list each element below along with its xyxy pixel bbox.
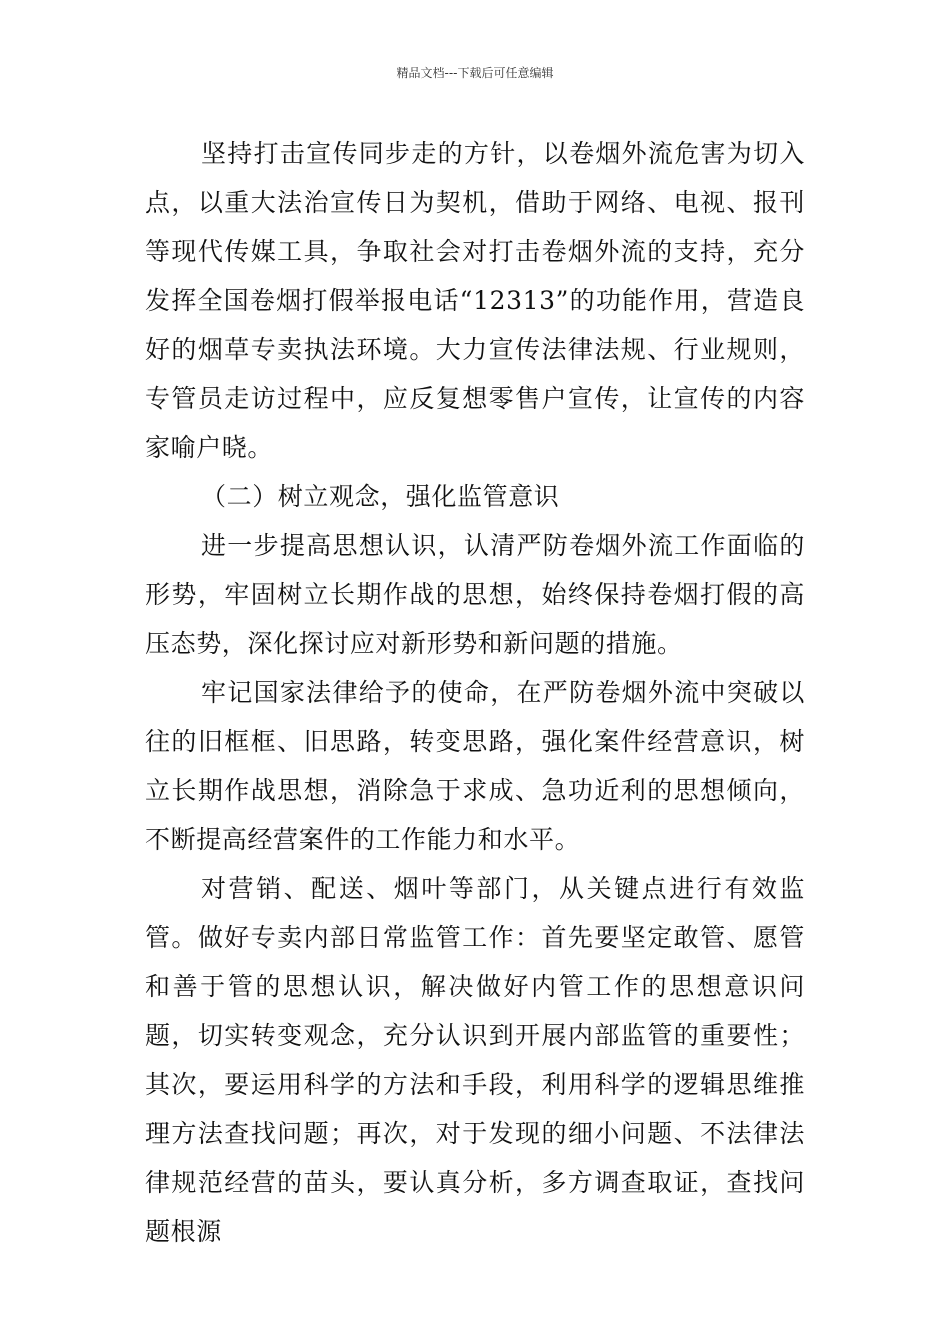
paragraph-4: 对营销、配送、烟叶等部门，从关键点进行有效监管。做好专卖内部日常监管工作：首先要坚定敢管、愿管和善于管的思想认识，解决做好内管工作的思想意识问题，切实转变观念，充分认识到开展内部监管的重要性；其次，要运用科学的方法和手段，利用科学的逻辑思维推理方法查找问题；再次，对于发现的细小问题、不法律法律规范经营的苗头，要认真分析，多方调查取证，查找问题根源	[145, 874, 805, 1246]
page-header: 精品文档---下载后可任意编辑	[396, 66, 554, 80]
paragraph-2: 进一步提高思想认识，认清严防卷烟外流工作面临的形势，牢固树立长期作战的思想，始终保持卷烟打假的高压态势，深化探讨应对新形势和新问题的措施。	[145, 531, 805, 658]
section-heading: （二）树立观念，强化监管意识	[201, 482, 560, 511]
document-body	[145, 129, 805, 1256]
paragraph-1: 坚持打击宣传同步走的方针，以卷烟外流危害为切入点，以重大法治宣传日为契机，借助于网络、电视、报刊等现代传媒工具，争取社会对打击卷烟外流的支持，充分发挥全国卷烟打假举报电话“12313”的功能作用，营造良好的烟草专卖执法环境。大力宣传法律法规、行业规则，专管员走访过程中，应反复想零售户宣传，让宣传的内容家喻户晓。	[145, 139, 805, 462]
paragraph-3: 牢记国家法律给予的使命，在严防卷烟外流中突破以往的旧框框、旧思路，转变思路，强化案件经营意识，树立长期作战思想，消除急于求成、急功近利的思想倾向，不断提高经营案件的工作能力和水平。	[145, 678, 805, 854]
